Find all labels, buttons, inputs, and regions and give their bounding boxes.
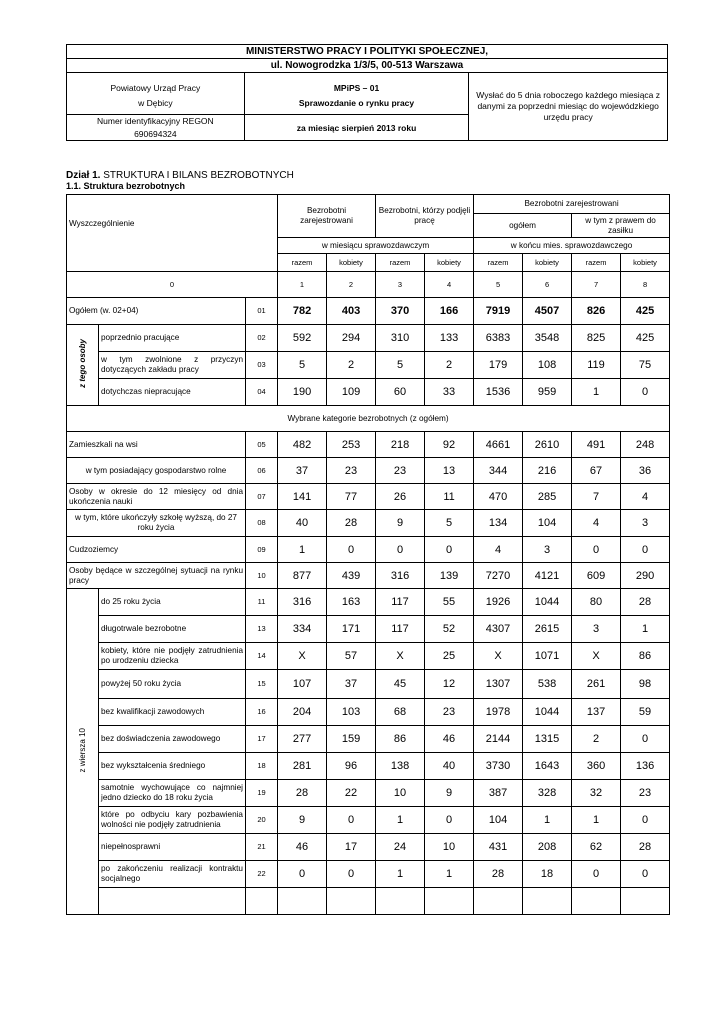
row-label: niepełnosprawni: [99, 834, 246, 861]
column-number: 1: [278, 272, 327, 298]
cell-value: 1: [376, 861, 425, 888]
cell-value: 119: [572, 352, 621, 379]
end-month-header: w końcu mies. sprawozdawczego: [474, 238, 670, 254]
cell-value: 253: [327, 432, 376, 458]
cell-value: 37: [278, 458, 327, 484]
spec-header-spacer: [67, 254, 278, 272]
cell-value: [376, 888, 425, 915]
cell-value: 92: [425, 432, 474, 458]
column-number: 4: [425, 272, 474, 298]
cell-value: 7270: [474, 563, 523, 589]
cell-value: 5: [278, 352, 327, 379]
office-city: w Dębicy: [67, 93, 245, 115]
cell-value: 1: [572, 379, 621, 406]
report-period: za miesiąc sierpień 2013 roku: [244, 115, 469, 141]
cell-value: 103: [327, 699, 376, 726]
table-row: [67, 510, 670, 537]
table-row: [67, 807, 670, 834]
row-code: 04: [246, 379, 278, 406]
cell-value: 1978: [474, 699, 523, 726]
cell-value: 1044: [523, 699, 572, 726]
section-number: Dział 1.: [66, 170, 101, 181]
cell-value: 3: [621, 510, 670, 537]
table-row: [67, 298, 670, 325]
cell-value: 294: [327, 325, 376, 352]
cell-value: [474, 888, 523, 915]
cell-value: 208: [523, 834, 572, 861]
cell-value: 179: [474, 352, 523, 379]
cell-value: 77: [327, 484, 376, 510]
cell-value: 216: [523, 458, 572, 484]
cell-value: [572, 888, 621, 915]
table-row: [67, 888, 670, 915]
cell-value: 0: [621, 726, 670, 753]
cell-value: 204: [278, 699, 327, 726]
cell-value: 17: [327, 834, 376, 861]
column-number: 6: [523, 272, 572, 298]
cell-value: 166: [425, 298, 474, 325]
cell-value: 9: [278, 807, 327, 834]
cell-value: 261: [572, 670, 621, 699]
cell-value: 86: [621, 643, 670, 670]
cell-value: 2: [572, 726, 621, 753]
row-label: po zakończeniu realizacji kontraktu socjalnego: [99, 861, 246, 888]
row-code: 06: [246, 458, 278, 484]
cell-value: 1643: [523, 753, 572, 780]
table-row: [67, 699, 670, 726]
cell-value: 826: [572, 298, 621, 325]
cell-value: 0: [621, 537, 670, 563]
unemployment-structure-table: [66, 194, 670, 915]
row-code: 07: [246, 484, 278, 510]
row-label: poprzednio pracujące: [99, 325, 246, 352]
row-code: 10: [246, 563, 278, 589]
cell-value: 1307: [474, 670, 523, 699]
row-code: 20: [246, 807, 278, 834]
table-row: [67, 563, 670, 589]
cell-value: 32: [572, 780, 621, 807]
row-label: Osoby będące w szczególnej sytuacji na rynku pracy: [67, 563, 246, 589]
cell-value: 12: [425, 670, 474, 699]
cell-value: 6383: [474, 325, 523, 352]
cell-value: 23: [376, 458, 425, 484]
cell-value: 109: [327, 379, 376, 406]
cell-value: 26: [376, 484, 425, 510]
cell-value: [425, 888, 474, 915]
row-code: 15: [246, 670, 278, 699]
cell-value: 877: [278, 563, 327, 589]
column-number: 8: [621, 272, 670, 298]
cell-value: 592: [278, 325, 327, 352]
sub-header: razem: [474, 254, 523, 272]
cell-value: 23: [327, 458, 376, 484]
row-code: 03: [246, 352, 278, 379]
cell-value: 4307: [474, 616, 523, 643]
column-number: 0: [67, 272, 278, 298]
row-code: 11: [246, 589, 278, 616]
row-code: 14: [246, 643, 278, 670]
cell-value: 1071: [523, 643, 572, 670]
cell-value: 4507: [523, 298, 572, 325]
cell-value: 163: [327, 589, 376, 616]
cell-value: 25: [425, 643, 474, 670]
table-row: [67, 780, 670, 807]
cell-value: 344: [474, 458, 523, 484]
cell-value: 0: [425, 537, 474, 563]
row-label: w tym posiadający gospodarstwo rolne: [67, 458, 246, 484]
row-code: 17: [246, 726, 278, 753]
row-label: Zamieszkali na wsi: [67, 432, 246, 458]
cell-value: 10: [425, 834, 474, 861]
took-job-header: Bezrobotni, którzy podjęli pracę: [376, 195, 474, 238]
sub-header: kobiety: [425, 254, 474, 272]
table-row: [67, 726, 670, 753]
row-label: Cudzoziemcy: [67, 537, 246, 563]
cell-value: 959: [523, 379, 572, 406]
group-label: z tego osoby: [77, 339, 87, 388]
cell-value: 11: [425, 484, 474, 510]
table-row: [67, 753, 670, 780]
cell-value: 825: [572, 325, 621, 352]
cell-value: 57: [327, 643, 376, 670]
cell-value: 491: [572, 432, 621, 458]
cell-value: 18: [523, 861, 572, 888]
cell-value: 96: [327, 753, 376, 780]
cell-value: 136: [621, 753, 670, 780]
cell-value: 45: [376, 670, 425, 699]
cell-value: 285: [523, 484, 572, 510]
section-title: STRUKTURA I BILANS BEZROBOTNYCH: [100, 170, 294, 181]
table-row: [67, 670, 670, 699]
cell-value: 28: [278, 780, 327, 807]
cell-value: 46: [425, 726, 474, 753]
row-label: kobiety, które nie podjęły zatrudnienia po urodzeniu dziecka: [99, 643, 246, 670]
categories-row: [67, 406, 670, 432]
cell-value: 138: [376, 753, 425, 780]
cell-value: 55: [425, 589, 474, 616]
cell-value: 0: [621, 861, 670, 888]
cell-value: 137: [572, 699, 621, 726]
cell-value: 3: [572, 616, 621, 643]
cell-value: 80: [572, 589, 621, 616]
cell-value: 133: [425, 325, 474, 352]
row-code: 16: [246, 699, 278, 726]
cell-value: 2: [327, 352, 376, 379]
form-code: MPiPS – 01: [244, 73, 469, 93]
cell-value: 37: [327, 670, 376, 699]
cell-value: 4121: [523, 563, 572, 589]
table-row: [67, 484, 670, 510]
cell-value: X: [278, 643, 327, 670]
row-code: 08: [246, 510, 278, 537]
cell-value: 290: [621, 563, 670, 589]
categories-header: Wybrane kategorie bezrobotnych (z ogółem): [67, 406, 670, 432]
ministry-address: ul. Nowogrodzka 1/3/5, 00-513 Warszawa: [67, 59, 668, 73]
cell-value: 0: [572, 861, 621, 888]
cell-value: 60: [376, 379, 425, 406]
cell-value: 4661: [474, 432, 523, 458]
cell-value: 107: [278, 670, 327, 699]
column-number: 5: [474, 272, 523, 298]
cell-value: 36: [621, 458, 670, 484]
cell-value: 0: [327, 861, 376, 888]
group-label: z wiersza 10: [77, 727, 87, 773]
row-label: dotychczas niepracujące: [99, 379, 246, 406]
spec-header: Wyszczególnienie: [67, 195, 278, 254]
row-label: do 25 roku życia: [99, 589, 246, 616]
sub-header: razem: [572, 254, 621, 272]
table-row: [67, 861, 670, 888]
cell-value: 22: [327, 780, 376, 807]
cell-value: 104: [474, 807, 523, 834]
table-row: [67, 537, 670, 563]
table-row: [67, 458, 670, 484]
sub-header: razem: [376, 254, 425, 272]
group-label-cell: [67, 325, 99, 406]
cell-value: 24: [376, 834, 425, 861]
cell-value: 23: [425, 699, 474, 726]
cell-value: 316: [376, 563, 425, 589]
group-label-cell: [67, 589, 99, 915]
column-number: 3: [376, 272, 425, 298]
cell-value: 46: [278, 834, 327, 861]
cell-value: 360: [572, 753, 621, 780]
table-row: [67, 379, 670, 406]
cell-value: 67: [572, 458, 621, 484]
cell-value: 9: [376, 510, 425, 537]
table-row: [67, 616, 670, 643]
office-name: Powiatowy Urząd Pracy: [67, 73, 245, 93]
sub-header: kobiety: [621, 254, 670, 272]
ministry-name: MINISTERSTWO PRACY I POLITYKI SPOŁECZNEJ,: [67, 45, 668, 59]
table-row: [67, 325, 670, 352]
cell-value: 4: [474, 537, 523, 563]
cell-value: 1: [425, 861, 474, 888]
cell-value: 248: [621, 432, 670, 458]
regon-label: Numer identyfikacyjny REGON: [67, 115, 245, 128]
cell-value: 1536: [474, 379, 523, 406]
cell-value: 62: [572, 834, 621, 861]
cell-value: 23: [621, 780, 670, 807]
regon-number: 690694324: [67, 128, 245, 141]
row-code: 01: [246, 298, 278, 325]
cell-value: 98: [621, 670, 670, 699]
cell-value: 425: [621, 325, 670, 352]
cell-value: 0: [327, 807, 376, 834]
table-row: [67, 352, 670, 379]
row-label: długotrwale bezrobotne: [99, 616, 246, 643]
cell-value: 52: [425, 616, 474, 643]
cell-value: X: [376, 643, 425, 670]
table-row: [67, 643, 670, 670]
sub-header: kobiety: [327, 254, 376, 272]
cell-value: 40: [425, 753, 474, 780]
cell-value: 28: [621, 589, 670, 616]
cell-value: 0: [376, 537, 425, 563]
cell-value: 782: [278, 298, 327, 325]
cell-value: [523, 888, 572, 915]
column-number: 7: [572, 272, 621, 298]
cell-value: 3548: [523, 325, 572, 352]
cell-value: 0: [425, 807, 474, 834]
row-code: 19: [246, 780, 278, 807]
cell-value: 33: [425, 379, 474, 406]
cell-value: 139: [425, 563, 474, 589]
cell-value: 1: [572, 807, 621, 834]
row-code: 22: [246, 861, 278, 888]
row-label: [99, 888, 246, 915]
row-code: 13: [246, 616, 278, 643]
cell-value: 190: [278, 379, 327, 406]
cell-value: 470: [474, 484, 523, 510]
cell-value: 439: [327, 563, 376, 589]
row-code: 05: [246, 432, 278, 458]
cell-value: 0: [327, 537, 376, 563]
cell-value: X: [474, 643, 523, 670]
cell-value: 141: [278, 484, 327, 510]
cell-value: 68: [376, 699, 425, 726]
section-heading: [66, 170, 294, 192]
registered-end-header: Bezrobotni zarejestrowani: [474, 195, 670, 214]
cell-value: 2144: [474, 726, 523, 753]
cell-value: 117: [376, 616, 425, 643]
cell-value: [621, 888, 670, 915]
form-name: Sprawozdanie o rynku pracy: [244, 93, 469, 115]
cell-value: 86: [376, 726, 425, 753]
cell-value: 1: [376, 807, 425, 834]
row-label: Osoby w okresie do 12 miesięcy od dnia ukończenia nauki: [67, 484, 246, 510]
cell-value: 1: [523, 807, 572, 834]
row-code: 18: [246, 753, 278, 780]
cell-value: 5: [425, 510, 474, 537]
cell-value: 370: [376, 298, 425, 325]
cell-value: 1315: [523, 726, 572, 753]
cell-value: 7919: [474, 298, 523, 325]
cell-value: 482: [278, 432, 327, 458]
cell-value: 277: [278, 726, 327, 753]
cell-value: 425: [621, 298, 670, 325]
row-label: bez kwalifikacji zawodowych: [99, 699, 246, 726]
cell-value: 0: [621, 807, 670, 834]
sub-header: kobiety: [523, 254, 572, 272]
row-label: powyżej 50 roku życia: [99, 670, 246, 699]
cell-value: [278, 888, 327, 915]
cell-value: 1: [278, 537, 327, 563]
cell-value: 0: [621, 379, 670, 406]
cell-value: 3: [523, 537, 572, 563]
cell-value: 3730: [474, 753, 523, 780]
cell-value: [327, 888, 376, 915]
row-label: bez wykształcenia średniego: [99, 753, 246, 780]
cell-value: 310: [376, 325, 425, 352]
cell-value: 403: [327, 298, 376, 325]
cell-value: 28: [327, 510, 376, 537]
total-header: ogółem: [474, 214, 572, 238]
row-label: w tym, które ukończyły szkołę wyższą, do 27 roku życia: [67, 510, 246, 537]
row-label: które po odbyciu kary pozbawienia wolności nie podjęły zatrudnienia: [99, 807, 246, 834]
submission-instructions: Wysłać do 5 dnia roboczego każdego miesiąca z danymi za poprzedni miesiąc do wojewódzkiego urzędu pracy: [469, 73, 668, 141]
row-code: 02: [246, 325, 278, 352]
cell-value: 316: [278, 589, 327, 616]
cell-value: 2610: [523, 432, 572, 458]
cell-value: 538: [523, 670, 572, 699]
registered-header: Bezrobotni zarejestrowani: [278, 195, 376, 238]
cell-value: X: [572, 643, 621, 670]
form-header: [66, 44, 668, 141]
row-label: w tym zwolnione z przyczyn dotyczących zakładu pracy: [99, 352, 246, 379]
cell-value: 10: [376, 780, 425, 807]
cell-value: 2: [425, 352, 474, 379]
cell-value: 1926: [474, 589, 523, 616]
row-code: 21: [246, 834, 278, 861]
cell-value: 0: [572, 537, 621, 563]
cell-value: 108: [523, 352, 572, 379]
row-label: samotnie wychowujące co najmniej jedno dziecko do 18 roku życia: [99, 780, 246, 807]
cell-value: 328: [523, 780, 572, 807]
row-code: 09: [246, 537, 278, 563]
cell-value: 7: [572, 484, 621, 510]
cell-value: 0: [278, 861, 327, 888]
cell-value: 5: [376, 352, 425, 379]
column-number: 2: [327, 272, 376, 298]
cell-value: 28: [621, 834, 670, 861]
sub-header: razem: [278, 254, 327, 272]
cell-value: 134: [474, 510, 523, 537]
cell-value: 281: [278, 753, 327, 780]
cell-value: 59: [621, 699, 670, 726]
cell-value: 171: [327, 616, 376, 643]
row-code: [246, 888, 278, 915]
cell-value: 1044: [523, 589, 572, 616]
cell-value: 334: [278, 616, 327, 643]
section-subtitle: 1.1. Struktura bezrobotnych: [66, 181, 186, 191]
cell-value: 9: [425, 780, 474, 807]
cell-value: 431: [474, 834, 523, 861]
cell-value: 40: [278, 510, 327, 537]
cell-value: 609: [572, 563, 621, 589]
cell-value: 387: [474, 780, 523, 807]
table-row: [67, 834, 670, 861]
benefit-header: w tym z prawem do zasiłku: [572, 214, 670, 238]
cell-value: 75: [621, 352, 670, 379]
cell-value: 28: [474, 861, 523, 888]
row-label: Ogółem (w. 02+04): [67, 298, 246, 325]
cell-value: 13: [425, 458, 474, 484]
cell-value: 159: [327, 726, 376, 753]
cell-value: 104: [523, 510, 572, 537]
cell-value: 4: [621, 484, 670, 510]
cell-value: 1: [621, 616, 670, 643]
row-label: bez doświadczenia zawodowego: [99, 726, 246, 753]
cell-value: 117: [376, 589, 425, 616]
table-row: [67, 589, 670, 616]
cell-value: 2615: [523, 616, 572, 643]
in-month-header: w miesiącu sprawozdawczym: [278, 238, 474, 254]
cell-value: 218: [376, 432, 425, 458]
table-row: [67, 432, 670, 458]
cell-value: 4: [572, 510, 621, 537]
